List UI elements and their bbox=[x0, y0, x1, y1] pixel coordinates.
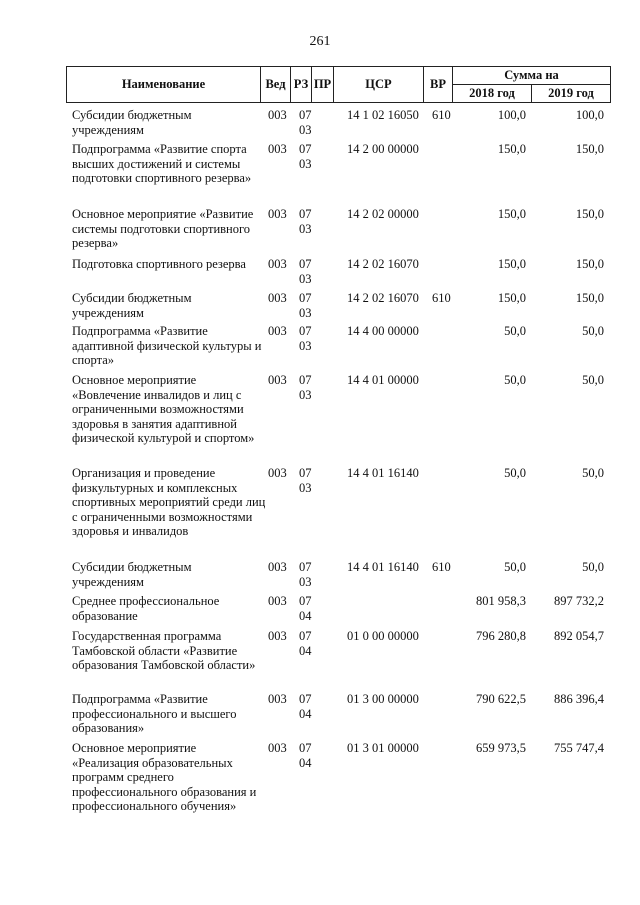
header-ved: Вед bbox=[261, 67, 291, 103]
cell-2019: 150,0 bbox=[575, 207, 604, 221]
cell-csr: 14 1 02 16050 bbox=[347, 108, 419, 122]
cell-csr: 14 2 02 16070 bbox=[347, 291, 419, 305]
cell-name: Субсидии бюджетным учреждениям bbox=[72, 291, 192, 320]
cell-rzpr: 07 03 bbox=[299, 108, 312, 137]
cell-2019: 150,0 bbox=[575, 291, 604, 305]
cell-vr: 610 bbox=[432, 108, 451, 122]
cell-ved: 003 bbox=[268, 373, 287, 387]
cell-csr: 01 0 00 00000 bbox=[347, 629, 419, 643]
cell-rzpr: 07 03 bbox=[299, 373, 312, 402]
cell-2018: 50,0 bbox=[504, 324, 526, 338]
cell-2018: 150,0 bbox=[497, 257, 526, 271]
cell-name: Подпрограмма «Развитие адаптивной физической культуры и спорта» bbox=[72, 324, 262, 368]
cell-csr: 14 4 01 16140 bbox=[347, 466, 419, 480]
cell-ved: 003 bbox=[268, 594, 287, 608]
cell-rzpr: 07 03 bbox=[299, 466, 312, 495]
cell-2019: 50,0 bbox=[582, 466, 604, 480]
cell-2018: 796 280,8 bbox=[476, 629, 526, 643]
cell-rzpr: 07 03 bbox=[299, 324, 312, 353]
cell-ved: 003 bbox=[268, 466, 287, 480]
header-rz: РЗ bbox=[291, 67, 312, 103]
cell-2019: 50,0 bbox=[582, 324, 604, 338]
header-pr: ПР bbox=[312, 67, 334, 103]
cell-2019: 150,0 bbox=[575, 257, 604, 271]
cell-csr: 14 2 00 00000 bbox=[347, 142, 419, 156]
cell-2018: 790 622,5 bbox=[476, 692, 526, 706]
header-csr: ЦСР bbox=[334, 67, 424, 103]
cell-name: Среднее профессиональное образование bbox=[72, 594, 220, 623]
cell-rzpr: 07 04 bbox=[299, 741, 312, 770]
header-2018: 2018 год bbox=[453, 85, 532, 103]
cell-rzpr: 07 03 bbox=[299, 560, 312, 589]
cell-rzpr: 07 04 bbox=[299, 692, 312, 721]
cell-rzpr: 07 04 bbox=[299, 594, 312, 623]
cell-2018: 150,0 bbox=[497, 291, 526, 305]
cell-ved: 003 bbox=[268, 108, 287, 122]
cell-name: Субсидии бюджетным учреждениям bbox=[72, 108, 192, 137]
cell-csr: 14 4 00 00000 bbox=[347, 324, 419, 338]
header-name: Наименование bbox=[67, 67, 261, 103]
cell-csr: 14 4 01 16140 bbox=[347, 560, 419, 574]
cell-2018: 150,0 bbox=[497, 142, 526, 156]
cell-csr: 14 4 01 00000 bbox=[347, 373, 419, 387]
cell-name: Государственная программа Тамбовской области «Развитие образования Тамбовской области» bbox=[72, 629, 256, 673]
cell-2018: 50,0 bbox=[504, 560, 526, 574]
page-number: 261 bbox=[309, 34, 331, 49]
cell-2019: 897 732,2 bbox=[554, 594, 604, 608]
cell-name: Основное мероприятие «Вовлечение инвалидов и лиц с ограниченными возможностями здоровья в занятия адаптивной физической культурой и спортом» bbox=[72, 373, 255, 446]
cell-rzpr: 07 03 bbox=[299, 207, 312, 236]
cell-2018: 801 958,3 bbox=[476, 594, 526, 608]
cell-2018: 659 973,5 bbox=[476, 741, 526, 755]
cell-2019: 755 747,4 bbox=[554, 741, 604, 755]
cell-rzpr: 07 03 bbox=[299, 142, 312, 171]
cell-name: Основное мероприятие «Реализация образовательных программ среднего профессионального образования и профессионального обучения» bbox=[72, 741, 257, 814]
cell-csr: 01 3 00 00000 bbox=[347, 692, 419, 706]
cell-vr: 610 bbox=[432, 560, 451, 574]
cell-csr: 14 2 02 00000 bbox=[347, 207, 419, 221]
cell-name: Организация и проведение физкультурных и комплексных спортивных мероприятий среди лиц с ограниченными возможностями здоровья и инвалидов bbox=[72, 466, 266, 539]
cell-2018: 100,0 bbox=[497, 108, 526, 122]
cell-name: Основное мероприятие «Развитие системы подготовки спортивного резерва» bbox=[72, 207, 254, 251]
cell-name: Подпрограмма «Развитие профессионального и высшего образования» bbox=[72, 692, 237, 736]
cell-ved: 003 bbox=[268, 692, 287, 706]
cell-ved: 003 bbox=[268, 291, 287, 305]
cell-2018: 150,0 bbox=[497, 207, 526, 221]
cell-2019: 50,0 bbox=[582, 373, 604, 387]
cell-csr: 14 2 02 16070 bbox=[347, 257, 419, 271]
cell-ved: 003 bbox=[268, 257, 287, 271]
cell-2018: 50,0 bbox=[504, 373, 526, 387]
cell-csr: 01 3 01 00000 bbox=[347, 741, 419, 755]
cell-2018: 50,0 bbox=[504, 466, 526, 480]
cell-rzpr: 07 04 bbox=[299, 629, 312, 658]
cell-ved: 003 bbox=[268, 142, 287, 156]
cell-2019: 100,0 bbox=[575, 108, 604, 122]
cell-rzpr: 07 03 bbox=[299, 291, 312, 320]
header-vr: ВР bbox=[424, 67, 453, 103]
cell-name: Субсидии бюджетным учреждениям bbox=[72, 560, 192, 589]
cell-2019: 150,0 bbox=[575, 142, 604, 156]
header-2019: 2019 год bbox=[532, 85, 611, 103]
cell-ved: 003 bbox=[268, 560, 287, 574]
header-sum: Сумма на bbox=[453, 67, 611, 85]
cell-name: Подготовка спортивного резерва bbox=[72, 257, 246, 271]
cell-vr: 610 bbox=[432, 291, 451, 305]
cell-name: Подпрограмма «Развитие спорта высших достижений и системы подготовки спортивного резерва» bbox=[72, 142, 252, 186]
cell-ved: 003 bbox=[268, 741, 287, 755]
cell-rzpr: 07 03 bbox=[299, 257, 312, 286]
cell-ved: 003 bbox=[268, 207, 287, 221]
table-header bbox=[66, 66, 611, 103]
cell-ved: 003 bbox=[268, 629, 287, 643]
cell-2019: 886 396,4 bbox=[554, 692, 604, 706]
cell-ved: 003 bbox=[268, 324, 287, 338]
cell-2019: 892 054,7 bbox=[554, 629, 604, 643]
cell-2019: 50,0 bbox=[582, 560, 604, 574]
